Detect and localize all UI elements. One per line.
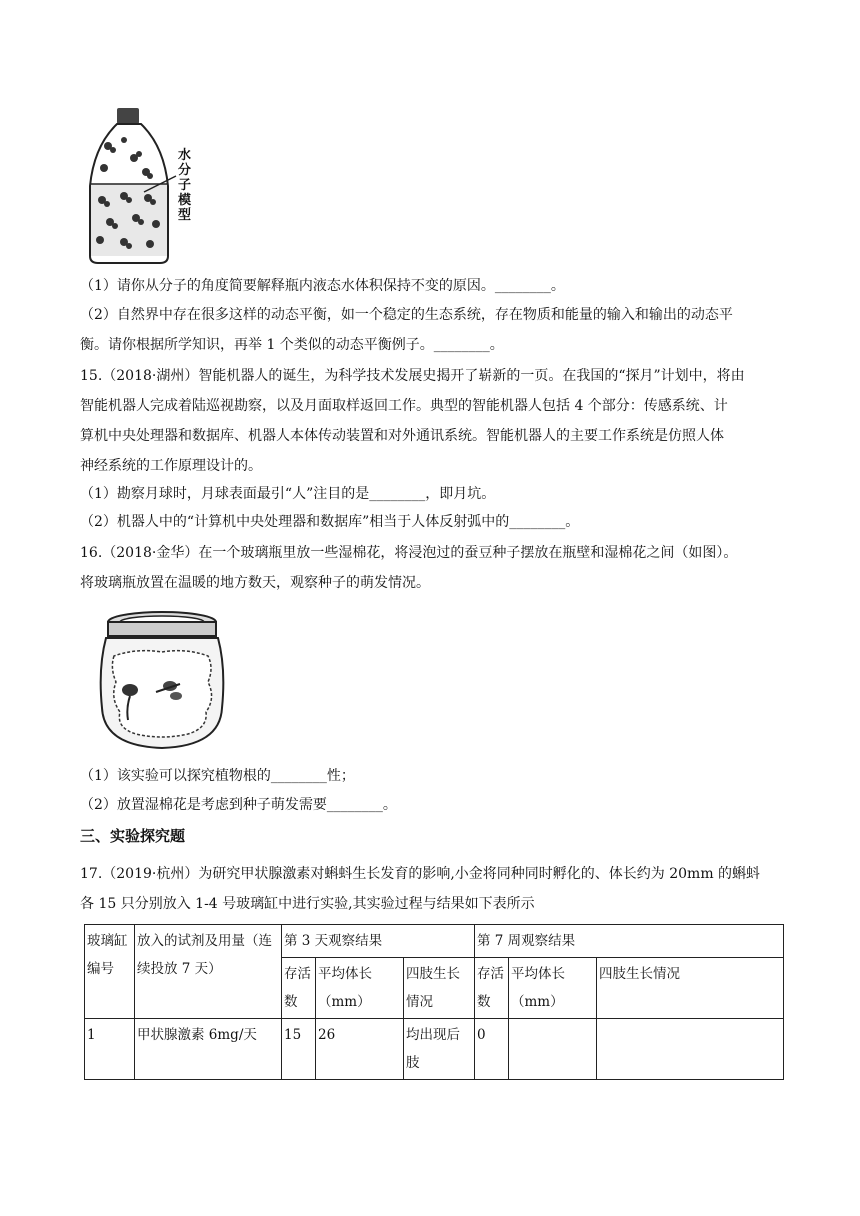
bottle-label-char: 水: [178, 148, 192, 163]
cell-reagent: 甲状腺激素 6mg/天: [135, 1019, 282, 1080]
q16-part2: （2）放置湿棉花是考虑到种子萌发需要________。: [80, 797, 397, 813]
table-row: [85, 1019, 784, 1080]
cell-w7-length: [509, 1019, 597, 1080]
header-day3: 第 3 天观察结果: [282, 925, 475, 958]
q15-stem-line4: 神经系统的工作原理设计的。: [80, 458, 262, 474]
cell-d3-limb: 均出现后肢: [404, 1019, 475, 1080]
header-week7: 第 7 周观察结果: [475, 925, 784, 958]
bottle-label-char: 型: [178, 208, 192, 223]
header-reagent: 放入的试剂及用量（连续投放 7 天）: [135, 925, 282, 1019]
bottle-label-char: 子: [178, 178, 192, 193]
jar-illustration: [96, 608, 226, 754]
bottle-label-char: 分: [178, 163, 192, 178]
bottle-label: [178, 148, 194, 223]
cell-w7-survival: 0: [475, 1019, 509, 1080]
q17-stem-line1: 17.（2019·杭州）为研究甲状腺激素对蝌蚪生长发育的影响,小金将同种同时孵化的、体长约为 20mm 的蝌蚪: [80, 866, 761, 882]
bottle-label-char: 模: [178, 193, 192, 208]
q17-stem-line2: 各 15 只分别放入 1-4 号玻璃缸中进行实验,其实验过程与结果如下表所示: [80, 896, 535, 912]
q15-stem-line3: 算机中央处理器和数据库、机器人本体传动装置和对外通讯系统。智能机器人的主要工作系统是仿照人体: [80, 428, 724, 444]
subheader-limb-week7: 四肢生长情况: [597, 958, 784, 1019]
q16-stem-line1: 16.（2018·金华）在一个玻璃瓶里放一些湿棉花，将浸泡过的蚕豆种子摆放在瓶壁和湿棉花之间（如图）。: [80, 545, 738, 561]
cell-w7-limb: [597, 1019, 784, 1080]
jar-figure: [96, 608, 226, 754]
section-heading: 三、实验探究题: [80, 827, 186, 845]
cell-tank: 1: [85, 1019, 135, 1080]
q14-part2-line2: 衡。请你根据所学知识，再举 1 个类似的动态平衡例子。________。: [80, 337, 504, 353]
q15-part2: （2）机器人中的“计算机中央处理器和数据库”相当于人体反射弧中的________。: [80, 514, 580, 530]
q16-stem-line2: 将玻璃瓶放置在温暖的地方数天，观察种子的萌发情况。: [80, 575, 430, 591]
experiment-table: [84, 924, 784, 1080]
q14-part1: （1）请你从分子的角度简要解释瓶内液态水体积保持不变的原因。________。: [80, 278, 565, 294]
q15-part1: （1）勘察月球时，月球表面最引“人”注目的是________，即月坑。: [80, 486, 496, 502]
bottle-figure: [84, 106, 204, 266]
q16-part1: （1）该实验可以探究植物根的________性；: [80, 768, 355, 784]
subheader-limb: 四肢生长情况: [404, 958, 475, 1019]
subheader-length: 平均体长（mm）: [316, 958, 404, 1019]
subheader-length-week7: 平均体长（mm）: [509, 958, 597, 1019]
q14-part2-line1: （2）自然界中存在很多这样的动态平衡，如一个稳定的生态系统，存在物质和能量的输入和输出的动态平: [80, 307, 733, 323]
cell-d3-survival: 15: [282, 1019, 316, 1080]
header-tank: 玻璃缸编号: [85, 925, 135, 1019]
table-header-row: [85, 925, 784, 958]
subheader-survival: 存活数: [282, 958, 316, 1019]
cell-d3-length: 26: [316, 1019, 404, 1080]
q15-stem-line2: 智能机器人完成着陆巡视勘察，以及月面取样返回工作。典型的智能机器人包括 4 个部分：传感系统、计: [80, 398, 728, 414]
subheader-survival-week7: 存活数: [475, 958, 509, 1019]
q15-stem-line1: 15.（2018·湖州）智能机器人的诞生，为科学技术发展史揭开了崭新的一页。在我国的“探月”计划中，将由: [80, 368, 745, 384]
